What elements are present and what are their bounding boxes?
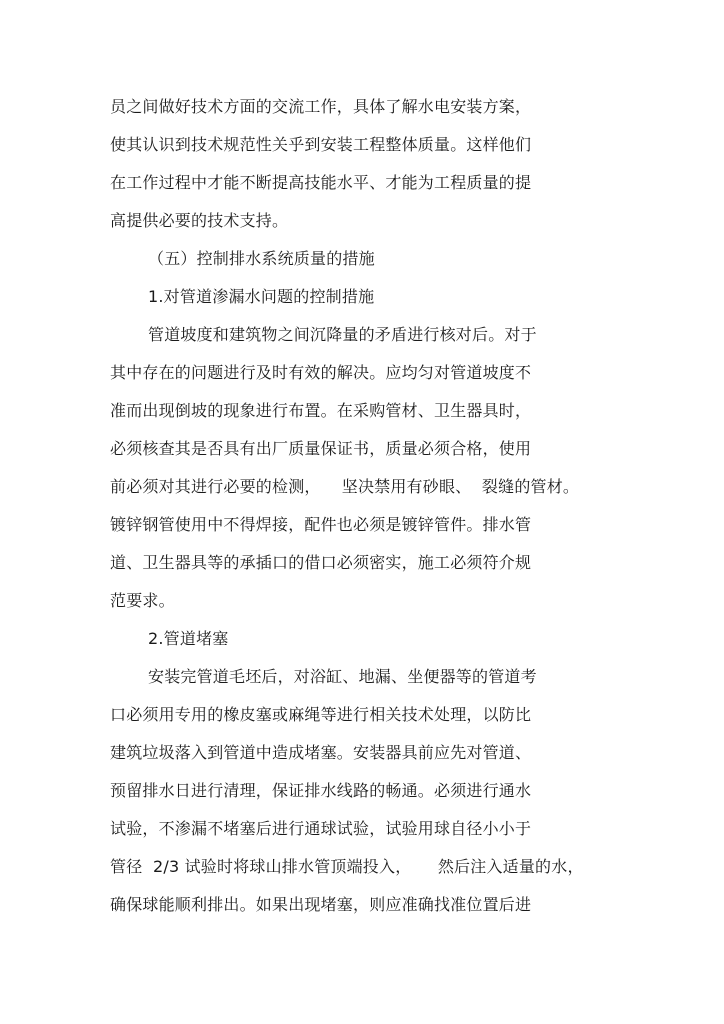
text-line: 镀锌钢管使用中不得焊接，配件也必须是镀锌管件。排水管 — [110, 515, 532, 534]
text-line: 建筑垃圾落入到管道中造成堵塞。安装器具前应先对管道、 — [110, 743, 532, 762]
text-line: 管径 2/3 试验时将球山排水管顶端投入， 然后注入适量的水， — [110, 857, 584, 876]
text-line: 必须核查其是否具有出厂质量保证书，质量必须合格，使用 — [110, 439, 532, 458]
text-line: 员之间做好技术方面的交流工作，具体了解水电安装方案， — [110, 97, 532, 116]
text-line: 道、卫生器具等的承插口的借口必须密实，施工必须符介规 — [110, 553, 532, 572]
section-heading: （五）控制排水系统质量的措施 — [148, 249, 375, 268]
text-line: 在工作过程中才能不断提高技能水平、才能为工程质量的提 — [110, 173, 532, 192]
text-line: 试验，不渗漏不堵塞后进行通球试验，试验用球自径小小于 — [110, 819, 532, 838]
text-line: 准而出现倒坡的现象进行布置。在采购管材、卫生器具时， — [110, 401, 532, 420]
text-line: 范要求。 — [110, 591, 175, 610]
subsection-heading: 1.对管道渗漏水问题的控制措施 — [148, 287, 375, 306]
text-line: 高提供必要的技术支持。 — [110, 211, 289, 230]
subsection-heading: 2.管道堵塞 — [148, 629, 229, 648]
text-line: 确保球能顺利排出。如果出现堵塞，则应准确找准位置后进 — [110, 895, 532, 914]
paragraph-first-line: 安装完管道毛坯后，对浴缸、地漏、坐便器等的管道考 — [148, 667, 537, 686]
text-line: 口必须用专用的橡皮塞或麻绳等进行相关技术处理，以防比 — [110, 705, 532, 724]
text-line: 预留排水日进行清理，保证排水线路的畅通。必须进行通水 — [110, 781, 532, 800]
paragraph-first-line: 管道坡度和建筑物之间沉降量的矛盾进行核对后。对于 — [148, 325, 537, 344]
text-line: 其中存在的问题进行及时有效的解决。应均匀对管道坡度不 — [110, 363, 532, 382]
text-line: 前必须对其进行必要的检测， 坚决禁用有砂眼、 裂缝的管材。 — [110, 477, 580, 496]
text-line: 使其认识到技术规范性关乎到安装工程整体质量。这样他们 — [110, 135, 532, 154]
